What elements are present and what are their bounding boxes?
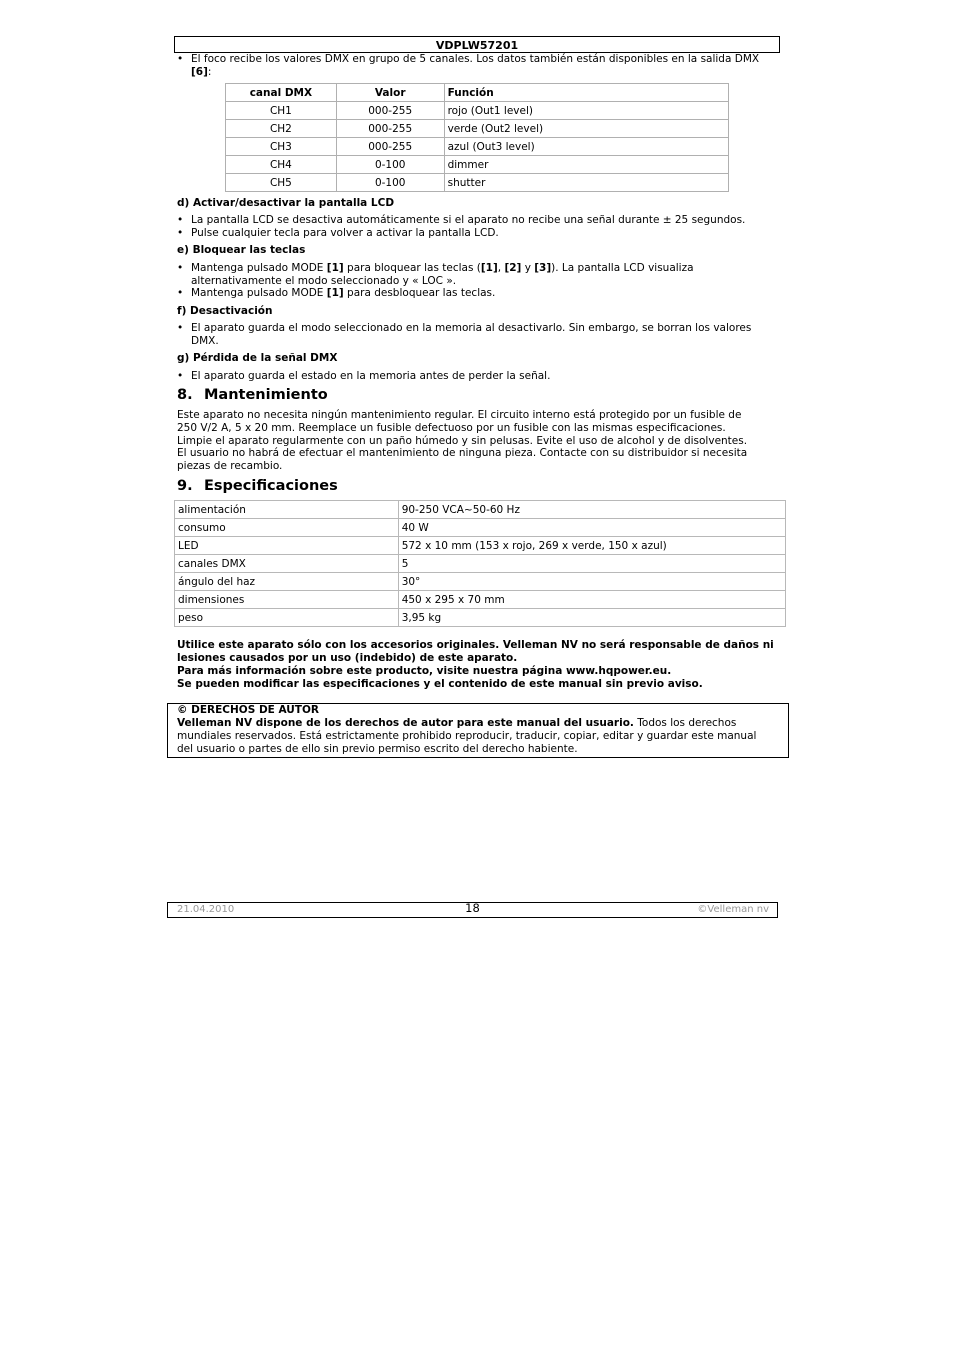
table-row — [175, 573, 786, 591]
key-ref: [1] — [326, 262, 344, 274]
cell-value: 0-100 — [336, 156, 444, 174]
table-row — [226, 156, 729, 174]
text-line: Se pueden modificar las especificaciones y el contenido de este manual sin previo aviso. — [177, 678, 703, 690]
spec-label: ángulo del haz — [175, 573, 399, 591]
subheading-lock-keys: e) Bloquear las teclas — [177, 244, 306, 256]
text-line: piezas de recambio. — [177, 460, 283, 473]
text-run: , — [497, 262, 505, 274]
subheading-deactivation: f) Desactivación — [177, 305, 273, 317]
text-run: ). La pantalla LCD visualiza — [551, 262, 694, 274]
cell-value: 000-255 — [336, 138, 444, 156]
footer-date: 21.04.2010 — [177, 904, 235, 915]
intro-text-colon: : — [207, 66, 212, 78]
maintenance-paragraph — [177, 409, 747, 473]
subheading-lcd: d) Activar/desactivar la pantalla LCD — [177, 197, 395, 209]
spec-label: consumo — [175, 519, 399, 537]
spec-label: dimensiones — [175, 591, 399, 609]
list-item: Pulse cualquier tecla para volver a activar la pantalla LCD. — [191, 227, 499, 239]
spec-label: LED — [175, 537, 399, 555]
cell-function: shutter — [444, 174, 728, 192]
text-run: Mantenga pulsado MODE — [191, 262, 327, 274]
table-row — [226, 174, 729, 192]
cell-channel: CH4 — [226, 156, 337, 174]
section-number: 9. — [177, 478, 193, 494]
section-title: Mantenimiento — [204, 387, 328, 403]
bullet-dot: • — [177, 214, 184, 226]
text-run: Mantenga pulsado MODE — [191, 287, 327, 299]
key-ref: [3] — [534, 262, 552, 274]
accessories-notice — [177, 639, 774, 691]
table-header-row — [226, 84, 729, 102]
subheading-dmx-loss: g) Pérdida de la señal DMX — [177, 352, 338, 364]
col-header-function: Función — [444, 84, 728, 102]
table-row — [175, 609, 786, 627]
specifications-table — [174, 500, 786, 627]
text-line: El usuario no habrá de efectuar el mantenimiento de ninguna pieza. Contacte con su distribuidor si necesita — [177, 447, 748, 460]
bullet-dot: • — [177, 53, 184, 65]
page-header: VDPLW57201 — [174, 36, 780, 53]
key-ref: [1] — [480, 262, 498, 274]
list-item — [191, 287, 495, 300]
bullet-dot: • — [177, 370, 184, 382]
intro-text-a: El foco recibe los valores DMX en grupo de 5 canales. Los datos también están disponibles en la salida DMX — [191, 53, 760, 65]
text-run: para bloquear las teclas ( — [343, 262, 481, 274]
text-line: del usuario o partes de ello sin previo permiso escrito del derecho habiente. — [177, 743, 578, 755]
text-line — [177, 717, 788, 730]
cell-function: dimmer — [444, 156, 728, 174]
spec-value: 40 W — [398, 519, 785, 537]
spec-value: 90-250 VCA~50-60 Hz — [398, 501, 785, 519]
bullet-dot: • — [177, 262, 184, 274]
cell-value: 000-255 — [336, 102, 444, 120]
table-row — [175, 537, 786, 555]
table-row — [226, 102, 729, 120]
copyright-bold: Velleman NV dispone de los derechos de autor para este manual del usuario. — [177, 717, 634, 729]
table-row — [226, 120, 729, 138]
copyright-title: © DERECHOS DE AUTOR — [177, 704, 319, 716]
spec-label: alimentación — [175, 501, 399, 519]
text-line: mundiales reservados. Está estrictamente prohibido reproducir, traducir, copiar, editar y guardar este manual — [177, 730, 757, 742]
list-item — [191, 262, 694, 288]
cell-channel: CH5 — [226, 174, 337, 192]
cell-function: azul (Out3 level) — [444, 138, 728, 156]
text-run: DMX. — [191, 335, 219, 347]
section-heading-specifications — [177, 478, 338, 494]
cell-channel: CH1 — [226, 102, 337, 120]
footer-copyright: ©Velleman nv — [697, 904, 769, 915]
bullet-dot: • — [177, 287, 184, 299]
bullet-dot: • — [177, 227, 184, 239]
text-run: alternativamente el modo seleccionado y « LOC ». — [191, 275, 457, 287]
table-row — [175, 555, 786, 573]
cell-function: verde (Out2 level) — [444, 120, 728, 138]
text-run: para desbloquear las teclas. — [343, 287, 496, 299]
spec-value: 572 x 10 mm (153 x rojo, 269 x verde, 150 x azul) — [398, 537, 785, 555]
text-line: lesiones causados por un uso (indebido) de este aparato. — [177, 652, 518, 664]
page-number: 18 — [465, 901, 480, 915]
list-item — [191, 322, 751, 348]
text-run: y — [521, 262, 535, 274]
table-row — [175, 501, 786, 519]
text-line: Limpie el aparato regularmente con un paño húmedo y sin pelusas. Evite el uso de alcohol y de disolventes. — [177, 434, 748, 447]
text-run: El aparato guarda el modo seleccionado en la memoria al desactivarlo. Sin embargo, se borran los valores — [191, 322, 752, 334]
intro-text-ref: [6] — [191, 66, 208, 78]
spec-value: 3,95 kg — [398, 609, 785, 627]
dmx-channel-table — [225, 83, 729, 192]
intro-text — [191, 53, 771, 79]
cell-function: rojo (Out1 level) — [444, 102, 728, 120]
col-header-value: Valor — [336, 84, 444, 102]
list-item: La pantalla LCD se desactiva automáticamente si el aparato no recibe una señal durante ± 25 segundos. — [191, 214, 746, 226]
table-row — [175, 591, 786, 609]
spec-value: 30° — [398, 573, 785, 591]
cell-value: 0-100 — [336, 174, 444, 192]
key-ref: [1] — [326, 287, 344, 299]
text-line: 250 V/2 A, 5 x 20 mm. Reemplace un fusible defectuoso por un fusible con las mismas especificaciones. — [177, 421, 726, 434]
list-item: El aparato guarda el estado en la memoria antes de perder la señal. — [191, 370, 551, 382]
text-line: Este aparato no necesita ningún mantenimiento regular. El circuito interno está protegido por un fusible de — [177, 409, 742, 421]
section-title: Especificaciones — [204, 478, 338, 494]
spec-value: 450 x 295 x 70 mm — [398, 591, 785, 609]
cell-value: 000-255 — [336, 120, 444, 138]
section-heading-maintenance — [177, 387, 328, 403]
bullet-dot: • — [177, 322, 184, 334]
table-row — [175, 519, 786, 537]
spec-label: canales DMX — [175, 555, 399, 573]
page-footer — [167, 902, 778, 918]
spec-label: peso — [175, 609, 399, 627]
key-ref: [2] — [504, 262, 522, 274]
cell-channel: CH2 — [226, 120, 337, 138]
copyright-box — [167, 703, 789, 758]
text-run: Todos los derechos — [633, 717, 737, 729]
text-line: Utilice este aparato sólo con los accesorios originales. Velleman NV no será responsable de daños ni — [177, 639, 774, 651]
spec-value: 5 — [398, 555, 785, 573]
col-header-channel: canal DMX — [226, 84, 337, 102]
text-line: Para más información sobre este producto, visite nuestra página www.hqpower.eu. — [177, 665, 672, 677]
table-row — [226, 138, 729, 156]
section-number: 8. — [177, 387, 193, 403]
cell-channel: CH3 — [226, 138, 337, 156]
